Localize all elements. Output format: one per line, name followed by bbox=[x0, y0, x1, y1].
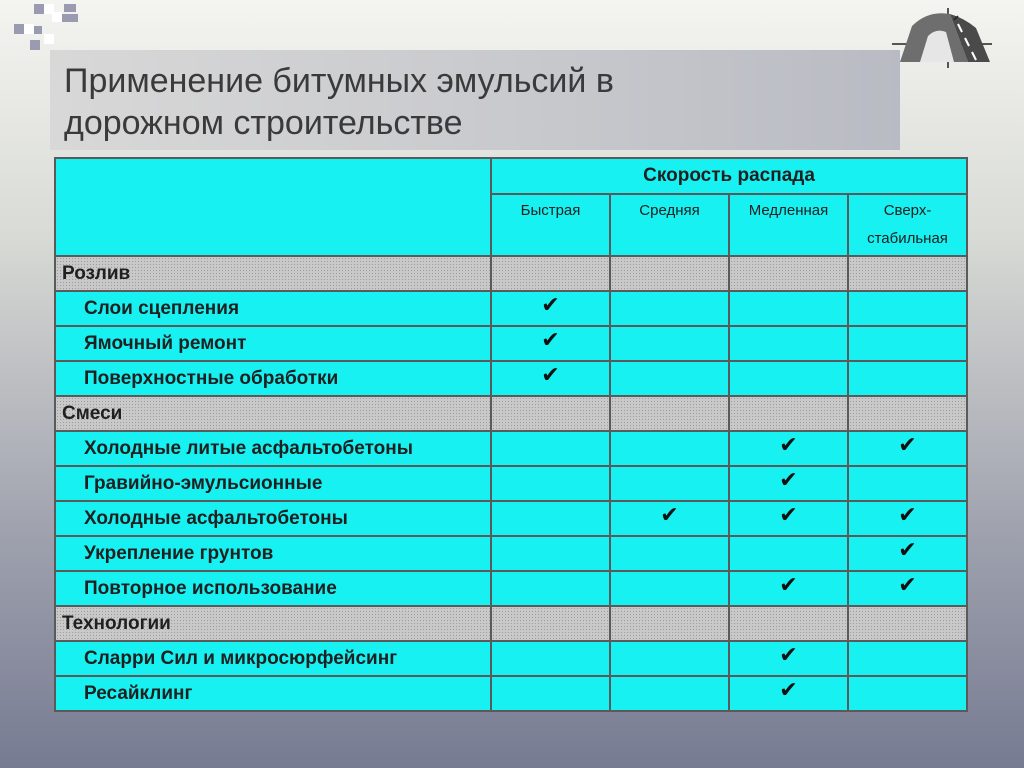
empty-cell bbox=[848, 606, 967, 641]
row-label: Поверхностные обработки bbox=[55, 361, 491, 396]
empty-cell bbox=[610, 466, 729, 501]
checkmark-icon: ✔ bbox=[491, 326, 610, 361]
checkmark-icon: ✔ bbox=[491, 361, 610, 396]
decay-rate-header: Скорость распада bbox=[491, 158, 967, 194]
table-row bbox=[55, 361, 967, 396]
checkmark-icon: ✔ bbox=[729, 641, 848, 676]
empty-cell bbox=[610, 606, 729, 641]
checkmark-icon: ✔ bbox=[491, 291, 610, 326]
checkmark-icon: ✔ bbox=[848, 431, 967, 466]
empty-cell bbox=[491, 501, 610, 536]
empty-cell bbox=[491, 396, 610, 431]
empty-cell bbox=[610, 536, 729, 571]
road-logo-icon bbox=[888, 6, 998, 70]
corner-header-cell bbox=[55, 158, 491, 256]
empty-cell bbox=[610, 676, 729, 711]
checkmark-icon: ✔ bbox=[729, 431, 848, 466]
empty-cell bbox=[848, 396, 967, 431]
empty-cell bbox=[848, 326, 967, 361]
empty-cell bbox=[729, 256, 848, 291]
checkmark-icon: ✔ bbox=[729, 571, 848, 606]
table-row bbox=[55, 676, 967, 711]
group-label: Розлив bbox=[55, 256, 491, 291]
table-row bbox=[55, 501, 967, 536]
checkmark-icon: ✔ bbox=[729, 466, 848, 501]
group-row bbox=[55, 256, 967, 291]
column-header-medium: Средняя bbox=[610, 194, 729, 256]
row-label: Сларри Сил и микросюрфейсинг bbox=[55, 641, 491, 676]
empty-cell bbox=[729, 396, 848, 431]
empty-cell bbox=[729, 536, 848, 571]
table-row bbox=[55, 641, 967, 676]
empty-cell bbox=[610, 256, 729, 291]
decay-rate-table bbox=[54, 157, 966, 734]
empty-cell bbox=[610, 396, 729, 431]
application-table bbox=[54, 157, 968, 712]
empty-cell bbox=[729, 291, 848, 326]
group-label: Смеси bbox=[55, 396, 491, 431]
empty-cell bbox=[491, 431, 610, 466]
empty-cell bbox=[848, 466, 967, 501]
empty-cell bbox=[491, 466, 610, 501]
row-label: Холодные асфальтобетоны bbox=[55, 501, 491, 536]
column-header-superstable: Сверх- стабильная bbox=[848, 194, 967, 256]
empty-cell bbox=[848, 256, 967, 291]
column-header-fast: Быстрая bbox=[491, 194, 610, 256]
checkmark-icon: ✔ bbox=[729, 501, 848, 536]
slide-title: Применение битумных эмульсий в дорожном строительстве bbox=[64, 62, 614, 142]
empty-cell bbox=[610, 641, 729, 676]
decorative-squares bbox=[0, 0, 90, 55]
table-row bbox=[55, 431, 967, 466]
group-label: Технологии bbox=[55, 606, 491, 641]
empty-cell bbox=[491, 571, 610, 606]
row-label: Слои сцепления bbox=[55, 291, 491, 326]
empty-cell bbox=[610, 361, 729, 396]
empty-cell bbox=[610, 431, 729, 466]
title-bar bbox=[50, 50, 900, 150]
checkmark-icon: ✔ bbox=[610, 501, 729, 536]
row-label: Ресайклинг bbox=[55, 676, 491, 711]
empty-cell bbox=[491, 676, 610, 711]
table-row bbox=[55, 571, 967, 606]
group-row bbox=[55, 396, 967, 431]
checkmark-icon: ✔ bbox=[848, 571, 967, 606]
empty-cell bbox=[610, 326, 729, 361]
checkmark-icon: ✔ bbox=[848, 501, 967, 536]
empty-cell bbox=[729, 326, 848, 361]
empty-cell bbox=[729, 606, 848, 641]
empty-cell bbox=[491, 606, 610, 641]
empty-cell bbox=[491, 536, 610, 571]
empty-cell bbox=[848, 676, 967, 711]
row-label: Повторное использование bbox=[55, 571, 491, 606]
empty-cell bbox=[491, 641, 610, 676]
table-row bbox=[55, 326, 967, 361]
empty-cell bbox=[848, 641, 967, 676]
column-header-slow: Медленная bbox=[729, 194, 848, 256]
empty-cell bbox=[610, 291, 729, 326]
empty-cell bbox=[729, 361, 848, 396]
group-row bbox=[55, 606, 967, 641]
empty-cell bbox=[610, 571, 729, 606]
row-label: Гравийно-эмульсионные bbox=[55, 466, 491, 501]
table-row bbox=[55, 466, 967, 501]
empty-cell bbox=[491, 256, 610, 291]
row-label: Ямочный ремонт bbox=[55, 326, 491, 361]
row-label: Холодные литые асфальтобетоны bbox=[55, 431, 491, 466]
table-row bbox=[55, 291, 967, 326]
row-label: Укрепление грунтов bbox=[55, 536, 491, 571]
empty-cell bbox=[848, 291, 967, 326]
checkmark-icon: ✔ bbox=[729, 676, 848, 711]
checkmark-icon: ✔ bbox=[848, 536, 967, 571]
empty-cell bbox=[848, 361, 967, 396]
table-row bbox=[55, 536, 967, 571]
